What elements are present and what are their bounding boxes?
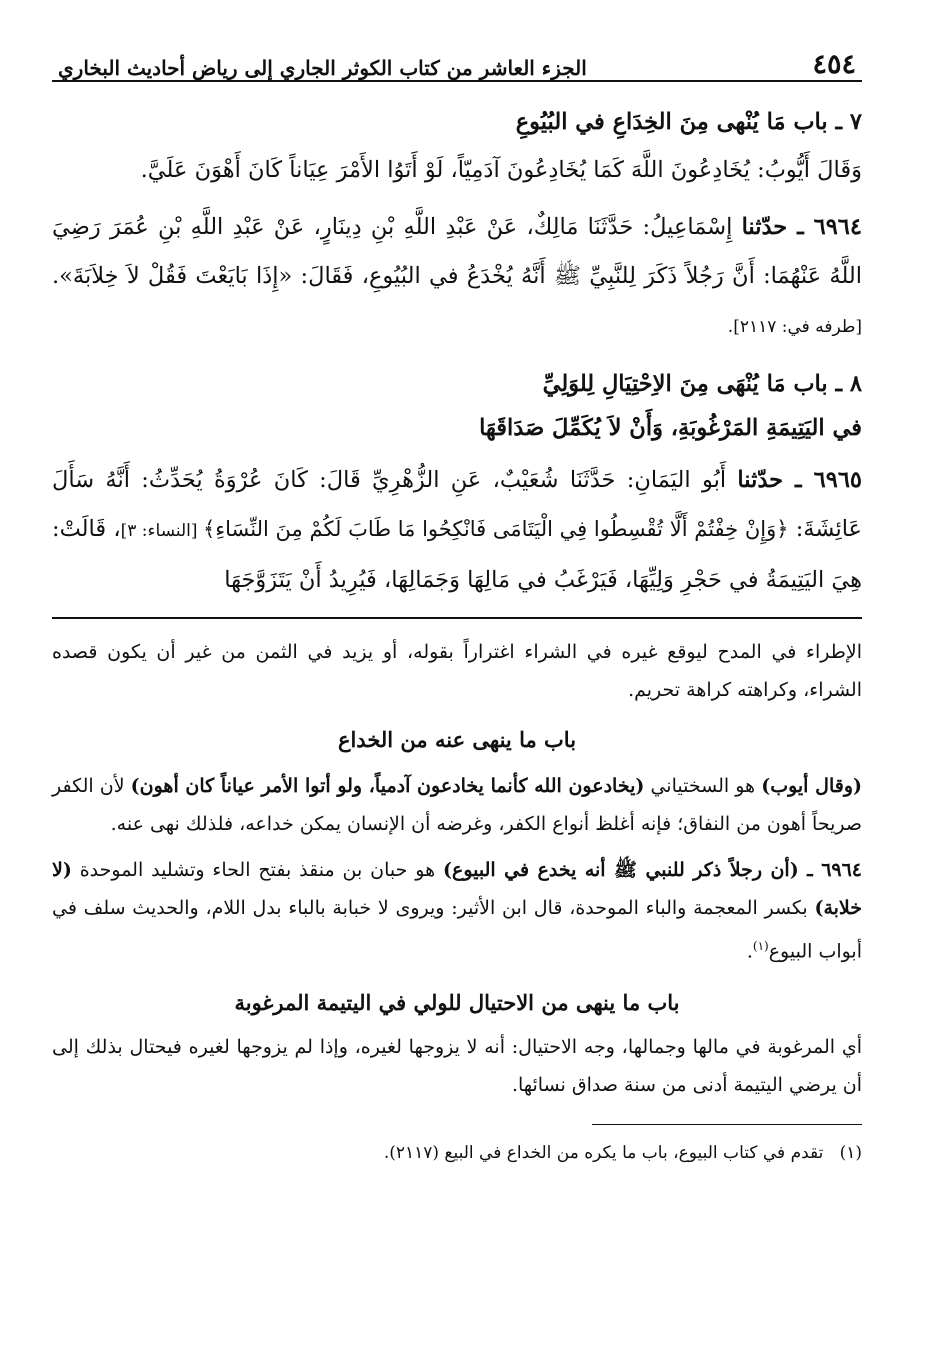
commentary-intro: الإطراء في المدح ليوقع غيره في الشراء اغتراراً بقوله، أو يزيد في الثمن من غير أن يكون قصده الشراء، وكراهته كراهة تحريم. — [52, 641, 862, 701]
footnote-marker: (١) — [752, 939, 769, 953]
chapter-heading-8-line2: في اليَتِيمَةِ المَرْغُوبَةِ، وَأَنْ لاَ يُكَمِّلَ صَدَاقَهَا — [479, 415, 862, 441]
commentary-6964 — [52, 851, 862, 970]
commentary-heading-khida: باب ما ينهى عنه من الخداع — [337, 727, 577, 752]
page-number: ٤٥٤ — [812, 49, 856, 80]
main-text — [52, 98, 862, 605]
bold-lemma: (وقال أيوب) — [761, 775, 862, 797]
page-header — [52, 40, 862, 82]
commentary-text: لأن الكفر صريحاً أهون من النفاق؛ فإنه أغلظ أنواع الكفر، وغرضه أن الإنسان يمكن خداعه، فلذلك نهى عنه. — [52, 775, 862, 835]
commentary-yatima: أي المرغوبة في مالها وجمالها، وجه الاحتيال: أنه لا يزوجها لغيره، وإذا لم يزوجها لغيره فيحتال بذلك إلى أن يرضي اليتيمة أدنى من سنة صداق نسائها. — [52, 1036, 862, 1097]
bold-lemma: (يخادعون الله كأنما يخادعون آدمياً، ولو أتوا الأمر عياناً كان أهون) — [130, 775, 645, 797]
hadith-6964-text: إِسْمَاعِيلُ: حَدَّثَنَا مَالِكٌ، عَنْ عَبْدِ اللَّهِ بْنِ دِينَارٍ، عَنْ عَبْدِ اللَّهِ بْنِ عُمَرَ رَضِيَ اللَّهُ عَنْهُمَا: أَنَّ رَجُلاً ذَكَرَ لِلنَّبِيِّ ﷺ أَنَّهُ يُخْدَعُ في البُيُوعِ، فَقَالَ: «إِذَا بَايَعْتَ فَقُلْ لاَ خِلاَبَةَ». — [52, 214, 862, 289]
commentary-text: هو السختياني — [644, 775, 762, 797]
chapter-heading-7: ٧ ـ باب مَا يُنْهى مِنَ الخِدَاعِ في البُيُوعِ — [515, 109, 862, 135]
chapter-heading-8-line1: ٨ ـ باب مَا يُنْهَى مِنَ الاِحْتِيَالِ لِلوَلِيِّ — [542, 371, 862, 397]
page — [52, 40, 862, 1167]
hadith-number-6964: ٦٩٦٤ ـ حدّثنا — [741, 214, 862, 240]
commentary-text: هو حبان بن منقذ بفتح الحاء وتشليد الموحدة — [71, 859, 443, 881]
commentary — [52, 633, 862, 1104]
bold-lemma: ٦٩٦٤ ـ (أن رجلاً ذكر للنبي ﷺ أنه يخدع في البيوع) — [443, 859, 863, 881]
hadith-6964 — [52, 203, 862, 352]
footnote-number: (١) — [839, 1143, 862, 1164]
footnote-rule — [592, 1124, 862, 1125]
cross-reference: [طرفه في: ٢١١٧]. — [727, 317, 862, 337]
commentary-ayyub — [52, 767, 862, 843]
commentary-text: . — [746, 940, 753, 963]
footnote — [52, 1139, 862, 1167]
hadith-6965-text-b: ، قَالَتْ: هِيَ اليَتِيمَةُ في حَجْرِ وَلِيِّهَا، فَيَرْغَبُ في مَالِهَا وَجَمَالِهَا، فَيُرِيدُ أَنْ يَتَزَوَّجَهَا — [52, 516, 862, 593]
commentary-text: بكسر المعجمة والباء الموحدة، قال ابن الأثير: ويروى لا خبابة بالباء بدل اللام، والحديث سلف في أبواب البيوع — [52, 897, 862, 963]
hadith-6965 — [52, 456, 862, 605]
footnote-text: تقدم في كتاب البيوع، باب ما يكره من الخداع في البيع (٢١١٧). — [383, 1143, 824, 1164]
hadith-6965-text-a: أَبُو اليَمَانِ: حَدَّثَنَا شُعَيْبٌ، عَنِ الزُّهْرِيِّ قَالَ: كَانَ عُرْوَةُ يُحَدِّثُ: أَنَّهُ سَأَلَ عَائِشَةَ: — [52, 467, 862, 542]
ayyub-quote: وَقَالَ أَيُّوبُ: يُخَادِعُونَ اللَّهَ كَمَا يُخَادِعُونَ آدَمِيّاً، لَوْ أَتَوُا الأَمْرَ عِيَاناً كَانَ أَهْوَنَ عَلَيَّ. — [140, 157, 862, 183]
running-title: الجزء العاشر من كتاب الكوثر الجاري إلى رياض أحاديث البخاري — [58, 56, 587, 80]
commentary-heading-ihtiyal: باب ما ينهى من الاحتيال للولي في اليتيمة المرغوبة — [234, 990, 680, 1016]
hadith-number-6965: ٦٩٦٥ ـ حدّثنا — [737, 467, 862, 493]
quran-reference: [النساء: ٣] — [120, 521, 203, 541]
bold-lemma: (لا خلابة) — [52, 859, 862, 919]
quran-verse: ﴿وَإِنْ خِفْتُمْ أَلَّا تُقْسِطُوا فِي الْيَتَامَى فَانْكِحُوا مَا طَابَ لَكُمْ مِنَ النِّسَاءِ﴾ — [202, 517, 789, 541]
text-commentary-divider — [52, 617, 862, 619]
